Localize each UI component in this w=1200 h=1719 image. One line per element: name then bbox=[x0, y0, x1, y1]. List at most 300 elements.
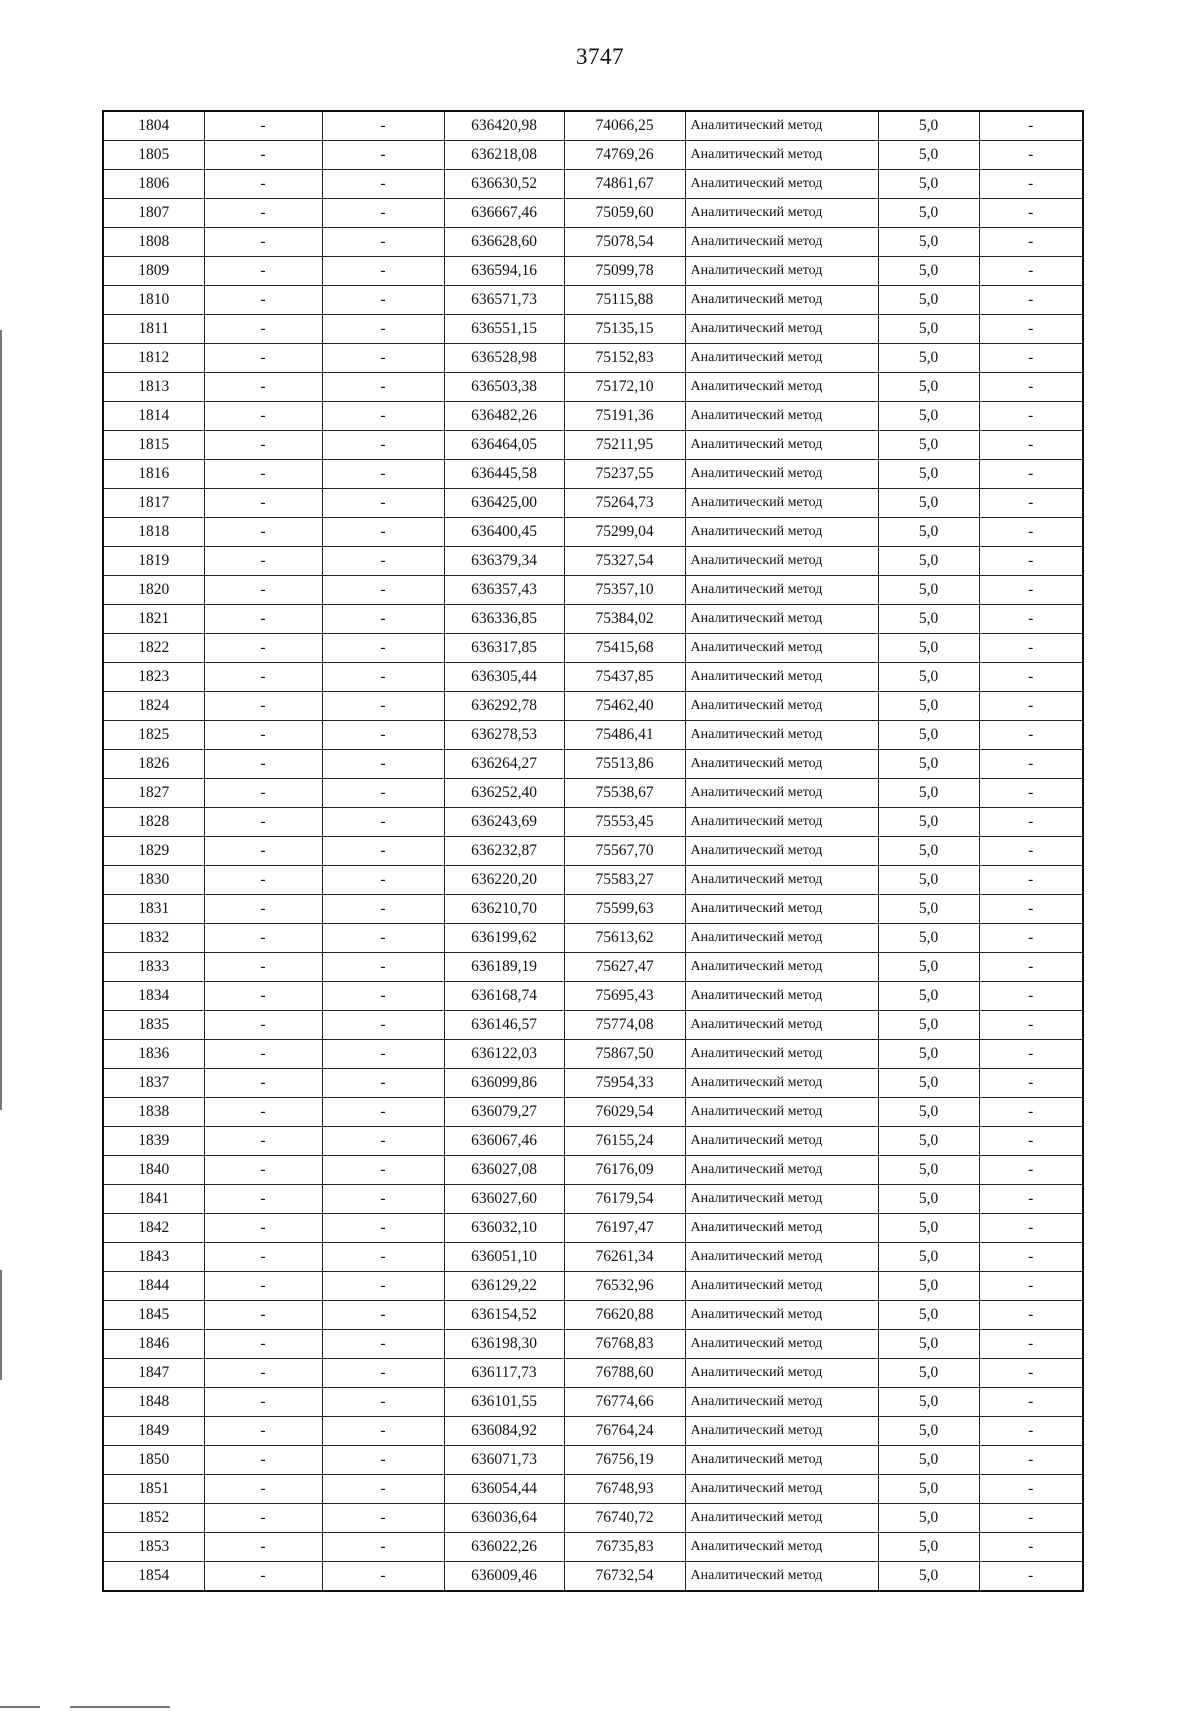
method-cell: Аналитический метод bbox=[685, 460, 878, 489]
point-number-cell: 1828 bbox=[103, 808, 204, 837]
accuracy-cell: 5,0 bbox=[878, 1388, 979, 1417]
note-cell: - bbox=[979, 489, 1083, 518]
y-coordinate-cell: 75954,33 bbox=[564, 1069, 685, 1098]
empty-cell-2: - bbox=[322, 1388, 444, 1417]
accuracy-cell: 5,0 bbox=[878, 1185, 979, 1214]
table-row bbox=[103, 547, 1083, 576]
note-cell: - bbox=[979, 1185, 1083, 1214]
x-coordinate-cell: 636199,62 bbox=[444, 924, 564, 953]
table-row bbox=[103, 953, 1083, 982]
table-row bbox=[103, 315, 1083, 344]
y-coordinate-cell: 76029,54 bbox=[564, 1098, 685, 1127]
method-cell: Аналитический метод bbox=[685, 1533, 878, 1562]
note-cell: - bbox=[979, 402, 1083, 431]
accuracy-cell: 5,0 bbox=[878, 634, 979, 663]
y-coordinate-cell: 76176,09 bbox=[564, 1156, 685, 1185]
table-row bbox=[103, 750, 1083, 779]
point-number-cell: 1822 bbox=[103, 634, 204, 663]
accuracy-cell: 5,0 bbox=[878, 1562, 979, 1592]
empty-cell-1: - bbox=[204, 837, 322, 866]
x-coordinate-cell: 636198,30 bbox=[444, 1330, 564, 1359]
empty-cell-2: - bbox=[322, 286, 444, 315]
scan-footer-line bbox=[0, 1706, 40, 1708]
note-cell: - bbox=[979, 1330, 1083, 1359]
accuracy-cell: 5,0 bbox=[878, 111, 979, 141]
x-coordinate-cell: 636357,43 bbox=[444, 576, 564, 605]
point-number-cell: 1807 bbox=[103, 199, 204, 228]
empty-cell-1: - bbox=[204, 518, 322, 547]
note-cell: - bbox=[979, 1069, 1083, 1098]
note-cell: - bbox=[979, 634, 1083, 663]
method-cell: Аналитический метод bbox=[685, 605, 878, 634]
empty-cell-1: - bbox=[204, 315, 322, 344]
table-row bbox=[103, 1185, 1083, 1214]
accuracy-cell: 5,0 bbox=[878, 1533, 979, 1562]
accuracy-cell: 5,0 bbox=[878, 1359, 979, 1388]
accuracy-cell: 5,0 bbox=[878, 721, 979, 750]
method-cell: Аналитический метод bbox=[685, 1504, 878, 1533]
point-number-cell: 1816 bbox=[103, 460, 204, 489]
empty-cell-1: - bbox=[204, 257, 322, 286]
method-cell: Аналитический метод bbox=[685, 1330, 878, 1359]
note-cell: - bbox=[979, 750, 1083, 779]
empty-cell-2: - bbox=[322, 953, 444, 982]
point-number-cell: 1810 bbox=[103, 286, 204, 315]
x-coordinate-cell: 636628,60 bbox=[444, 228, 564, 257]
empty-cell-2: - bbox=[322, 460, 444, 489]
note-cell: - bbox=[979, 170, 1083, 199]
empty-cell-1: - bbox=[204, 460, 322, 489]
table-row bbox=[103, 721, 1083, 750]
empty-cell-2: - bbox=[322, 1011, 444, 1040]
accuracy-cell: 5,0 bbox=[878, 1475, 979, 1504]
x-coordinate-cell: 636129,22 bbox=[444, 1272, 564, 1301]
table-row bbox=[103, 1330, 1083, 1359]
note-cell: - bbox=[979, 1243, 1083, 1272]
empty-cell-2: - bbox=[322, 1272, 444, 1301]
y-coordinate-cell: 76197,47 bbox=[564, 1214, 685, 1243]
empty-cell-1: - bbox=[204, 1417, 322, 1446]
x-coordinate-cell: 636379,34 bbox=[444, 547, 564, 576]
x-coordinate-cell: 636425,00 bbox=[444, 489, 564, 518]
empty-cell-1: - bbox=[204, 750, 322, 779]
note-cell: - bbox=[979, 1127, 1083, 1156]
method-cell: Аналитический метод bbox=[685, 431, 878, 460]
empty-cell-1: - bbox=[204, 576, 322, 605]
x-coordinate-cell: 636243,69 bbox=[444, 808, 564, 837]
x-coordinate-cell: 636317,85 bbox=[444, 634, 564, 663]
empty-cell-1: - bbox=[204, 199, 322, 228]
method-cell: Аналитический метод bbox=[685, 286, 878, 315]
note-cell: - bbox=[979, 286, 1083, 315]
point-number-cell: 1825 bbox=[103, 721, 204, 750]
x-coordinate-cell: 636292,78 bbox=[444, 692, 564, 721]
empty-cell-1: - bbox=[204, 982, 322, 1011]
note-cell: - bbox=[979, 1504, 1083, 1533]
x-coordinate-cell: 636027,08 bbox=[444, 1156, 564, 1185]
y-coordinate-cell: 75513,86 bbox=[564, 750, 685, 779]
x-coordinate-cell: 636630,52 bbox=[444, 170, 564, 199]
method-cell: Аналитический метод bbox=[685, 1069, 878, 1098]
table-row bbox=[103, 1272, 1083, 1301]
table-row bbox=[103, 489, 1083, 518]
note-cell: - bbox=[979, 1098, 1083, 1127]
empty-cell-2: - bbox=[322, 721, 444, 750]
empty-cell-1: - bbox=[204, 1214, 322, 1243]
empty-cell-2: - bbox=[322, 1562, 444, 1592]
accuracy-cell: 5,0 bbox=[878, 924, 979, 953]
accuracy-cell: 5,0 bbox=[878, 1504, 979, 1533]
y-coordinate-cell: 75774,08 bbox=[564, 1011, 685, 1040]
empty-cell-2: - bbox=[322, 111, 444, 141]
x-coordinate-cell: 636032,10 bbox=[444, 1214, 564, 1243]
accuracy-cell: 5,0 bbox=[878, 692, 979, 721]
accuracy-cell: 5,0 bbox=[878, 1272, 979, 1301]
point-number-cell: 1844 bbox=[103, 1272, 204, 1301]
accuracy-cell: 5,0 bbox=[878, 402, 979, 431]
point-number-cell: 1839 bbox=[103, 1127, 204, 1156]
point-number-cell: 1837 bbox=[103, 1069, 204, 1098]
x-coordinate-cell: 636154,52 bbox=[444, 1301, 564, 1330]
table-row bbox=[103, 1069, 1083, 1098]
empty-cell-1: - bbox=[204, 170, 322, 199]
point-number-cell: 1841 bbox=[103, 1185, 204, 1214]
accuracy-cell: 5,0 bbox=[878, 1301, 979, 1330]
table-row bbox=[103, 1388, 1083, 1417]
accuracy-cell: 5,0 bbox=[878, 460, 979, 489]
table-row bbox=[103, 866, 1083, 895]
accuracy-cell: 5,0 bbox=[878, 837, 979, 866]
y-coordinate-cell: 75538,67 bbox=[564, 779, 685, 808]
note-cell: - bbox=[979, 1359, 1083, 1388]
note-cell: - bbox=[979, 1562, 1083, 1592]
method-cell: Аналитический метод bbox=[685, 489, 878, 518]
x-coordinate-cell: 636445,58 bbox=[444, 460, 564, 489]
empty-cell-2: - bbox=[322, 373, 444, 402]
note-cell: - bbox=[979, 605, 1083, 634]
method-cell: Аналитический метод bbox=[685, 1417, 878, 1446]
y-coordinate-cell: 75384,02 bbox=[564, 605, 685, 634]
y-coordinate-cell: 76179,54 bbox=[564, 1185, 685, 1214]
method-cell: Аналитический метод bbox=[685, 808, 878, 837]
point-number-cell: 1832 bbox=[103, 924, 204, 953]
empty-cell-1: - bbox=[204, 1301, 322, 1330]
accuracy-cell: 5,0 bbox=[878, 808, 979, 837]
empty-cell-1: - bbox=[204, 721, 322, 750]
y-coordinate-cell: 76735,83 bbox=[564, 1533, 685, 1562]
point-number-cell: 1842 bbox=[103, 1214, 204, 1243]
accuracy-cell: 5,0 bbox=[878, 373, 979, 402]
method-cell: Аналитический метод bbox=[685, 895, 878, 924]
point-number-cell: 1850 bbox=[103, 1446, 204, 1475]
x-coordinate-cell: 636305,44 bbox=[444, 663, 564, 692]
table-row bbox=[103, 518, 1083, 547]
point-number-cell: 1854 bbox=[103, 1562, 204, 1592]
table-row bbox=[103, 576, 1083, 605]
empty-cell-2: - bbox=[322, 257, 444, 286]
empty-cell-2: - bbox=[322, 692, 444, 721]
accuracy-cell: 5,0 bbox=[878, 605, 979, 634]
y-coordinate-cell: 74769,26 bbox=[564, 141, 685, 170]
empty-cell-2: - bbox=[322, 199, 444, 228]
method-cell: Аналитический метод bbox=[685, 228, 878, 257]
empty-cell-1: - bbox=[204, 344, 322, 373]
x-coordinate-cell: 636420,98 bbox=[444, 111, 564, 141]
y-coordinate-cell: 75191,36 bbox=[564, 402, 685, 431]
empty-cell-2: - bbox=[322, 489, 444, 518]
method-cell: Аналитический метод bbox=[685, 1301, 878, 1330]
x-coordinate-cell: 636051,10 bbox=[444, 1243, 564, 1272]
table-row bbox=[103, 605, 1083, 634]
y-coordinate-cell: 76774,66 bbox=[564, 1388, 685, 1417]
note-cell: - bbox=[979, 663, 1083, 692]
note-cell: - bbox=[979, 315, 1083, 344]
empty-cell-1: - bbox=[204, 1156, 322, 1185]
accuracy-cell: 5,0 bbox=[878, 199, 979, 228]
table-row bbox=[103, 1040, 1083, 1069]
table-row bbox=[103, 170, 1083, 199]
y-coordinate-cell: 75059,60 bbox=[564, 199, 685, 228]
empty-cell-1: - bbox=[204, 1504, 322, 1533]
accuracy-cell: 5,0 bbox=[878, 1011, 979, 1040]
empty-cell-2: - bbox=[322, 1156, 444, 1185]
method-cell: Аналитический метод bbox=[685, 547, 878, 576]
y-coordinate-cell: 76732,54 bbox=[564, 1562, 685, 1592]
accuracy-cell: 5,0 bbox=[878, 518, 979, 547]
empty-cell-2: - bbox=[322, 837, 444, 866]
accuracy-cell: 5,0 bbox=[878, 1040, 979, 1069]
empty-cell-2: - bbox=[322, 1214, 444, 1243]
table-row bbox=[103, 344, 1083, 373]
point-number-cell: 1815 bbox=[103, 431, 204, 460]
note-cell: - bbox=[979, 953, 1083, 982]
method-cell: Аналитический метод bbox=[685, 199, 878, 228]
note-cell: - bbox=[979, 808, 1083, 837]
point-number-cell: 1817 bbox=[103, 489, 204, 518]
method-cell: Аналитический метод bbox=[685, 373, 878, 402]
x-coordinate-cell: 636220,20 bbox=[444, 866, 564, 895]
y-coordinate-cell: 75237,55 bbox=[564, 460, 685, 489]
y-coordinate-cell: 74861,67 bbox=[564, 170, 685, 199]
x-coordinate-cell: 636189,19 bbox=[444, 953, 564, 982]
x-coordinate-cell: 636099,86 bbox=[444, 1069, 564, 1098]
empty-cell-1: - bbox=[204, 1069, 322, 1098]
table-row bbox=[103, 228, 1083, 257]
table-row bbox=[103, 1359, 1083, 1388]
y-coordinate-cell: 75357,10 bbox=[564, 576, 685, 605]
y-coordinate-cell: 75486,41 bbox=[564, 721, 685, 750]
table-row bbox=[103, 373, 1083, 402]
empty-cell-2: - bbox=[322, 1098, 444, 1127]
table-row bbox=[103, 1156, 1083, 1185]
note-cell: - bbox=[979, 460, 1083, 489]
empty-cell-1: - bbox=[204, 1272, 322, 1301]
empty-cell-1: - bbox=[204, 402, 322, 431]
empty-cell-2: - bbox=[322, 1330, 444, 1359]
table-row bbox=[103, 141, 1083, 170]
accuracy-cell: 5,0 bbox=[878, 315, 979, 344]
note-cell: - bbox=[979, 1301, 1083, 1330]
note-cell: - bbox=[979, 1040, 1083, 1069]
empty-cell-1: - bbox=[204, 1243, 322, 1272]
method-cell: Аналитический метод bbox=[685, 721, 878, 750]
x-coordinate-cell: 636464,05 bbox=[444, 431, 564, 460]
note-cell: - bbox=[979, 721, 1083, 750]
table-row bbox=[103, 982, 1083, 1011]
empty-cell-2: - bbox=[322, 431, 444, 460]
empty-cell-1: - bbox=[204, 431, 322, 460]
empty-cell-1: - bbox=[204, 866, 322, 895]
method-cell: Аналитический метод bbox=[685, 576, 878, 605]
x-coordinate-cell: 636278,53 bbox=[444, 721, 564, 750]
point-number-cell: 1826 bbox=[103, 750, 204, 779]
empty-cell-1: - bbox=[204, 895, 322, 924]
empty-cell-2: - bbox=[322, 1417, 444, 1446]
empty-cell-2: - bbox=[322, 1185, 444, 1214]
method-cell: Аналитический метод bbox=[685, 170, 878, 199]
empty-cell-2: - bbox=[322, 518, 444, 547]
y-coordinate-cell: 75627,47 bbox=[564, 953, 685, 982]
empty-cell-1: - bbox=[204, 286, 322, 315]
empty-cell-2: - bbox=[322, 547, 444, 576]
point-number-cell: 1806 bbox=[103, 170, 204, 199]
y-coordinate-cell: 75567,70 bbox=[564, 837, 685, 866]
note-cell: - bbox=[979, 1272, 1083, 1301]
note-cell: - bbox=[979, 431, 1083, 460]
y-coordinate-cell: 75264,73 bbox=[564, 489, 685, 518]
accuracy-cell: 5,0 bbox=[878, 1417, 979, 1446]
method-cell: Аналитический метод bbox=[685, 1098, 878, 1127]
point-number-cell: 1845 bbox=[103, 1301, 204, 1330]
empty-cell-2: - bbox=[322, 982, 444, 1011]
note-cell: - bbox=[979, 1388, 1083, 1417]
method-cell: Аналитический метод bbox=[685, 1272, 878, 1301]
note-cell: - bbox=[979, 982, 1083, 1011]
note-cell: - bbox=[979, 837, 1083, 866]
point-number-cell: 1835 bbox=[103, 1011, 204, 1040]
note-cell: - bbox=[979, 692, 1083, 721]
table-row bbox=[103, 779, 1083, 808]
empty-cell-2: - bbox=[322, 344, 444, 373]
table-row bbox=[103, 1562, 1083, 1592]
point-number-cell: 1834 bbox=[103, 982, 204, 1011]
table-row bbox=[103, 286, 1083, 315]
y-coordinate-cell: 75135,15 bbox=[564, 315, 685, 344]
empty-cell-2: - bbox=[322, 1069, 444, 1098]
method-cell: Аналитический метод bbox=[685, 1011, 878, 1040]
table-row bbox=[103, 1098, 1083, 1127]
point-number-cell: 1823 bbox=[103, 663, 204, 692]
x-coordinate-cell: 636482,26 bbox=[444, 402, 564, 431]
note-cell: - bbox=[979, 1156, 1083, 1185]
note-cell: - bbox=[979, 344, 1083, 373]
table-row bbox=[103, 199, 1083, 228]
empty-cell-1: - bbox=[204, 141, 322, 170]
empty-cell-1: - bbox=[204, 953, 322, 982]
table-row bbox=[103, 837, 1083, 866]
note-cell: - bbox=[979, 1417, 1083, 1446]
x-coordinate-cell: 636594,16 bbox=[444, 257, 564, 286]
table-row bbox=[103, 1475, 1083, 1504]
accuracy-cell: 5,0 bbox=[878, 141, 979, 170]
x-coordinate-cell: 636252,40 bbox=[444, 779, 564, 808]
note-cell: - bbox=[979, 895, 1083, 924]
note-cell: - bbox=[979, 866, 1083, 895]
empty-cell-2: - bbox=[322, 750, 444, 779]
accuracy-cell: 5,0 bbox=[878, 953, 979, 982]
y-coordinate-cell: 75172,10 bbox=[564, 373, 685, 402]
empty-cell-1: - bbox=[204, 1040, 322, 1069]
empty-cell-1: - bbox=[204, 779, 322, 808]
point-number-cell: 1808 bbox=[103, 228, 204, 257]
empty-cell-1: - bbox=[204, 1562, 322, 1592]
table-row bbox=[103, 808, 1083, 837]
empty-cell-1: - bbox=[204, 1098, 322, 1127]
point-number-cell: 1805 bbox=[103, 141, 204, 170]
table-row bbox=[103, 1011, 1083, 1040]
y-coordinate-cell: 76788,60 bbox=[564, 1359, 685, 1388]
method-cell: Аналитический метод bbox=[685, 953, 878, 982]
point-number-cell: 1851 bbox=[103, 1475, 204, 1504]
accuracy-cell: 5,0 bbox=[878, 779, 979, 808]
accuracy-cell: 5,0 bbox=[878, 1214, 979, 1243]
accuracy-cell: 5,0 bbox=[878, 1243, 979, 1272]
empty-cell-2: - bbox=[322, 1359, 444, 1388]
note-cell: - bbox=[979, 779, 1083, 808]
x-coordinate-cell: 636036,64 bbox=[444, 1504, 564, 1533]
y-coordinate-cell: 76261,34 bbox=[564, 1243, 685, 1272]
empty-cell-2: - bbox=[322, 866, 444, 895]
y-coordinate-cell: 75613,62 bbox=[564, 924, 685, 953]
x-coordinate-cell: 636571,73 bbox=[444, 286, 564, 315]
table-row bbox=[103, 1301, 1083, 1330]
empty-cell-1: - bbox=[204, 1446, 322, 1475]
scan-edge-mark bbox=[0, 1270, 2, 1380]
empty-cell-2: - bbox=[322, 1127, 444, 1156]
accuracy-cell: 5,0 bbox=[878, 228, 979, 257]
point-number-cell: 1829 bbox=[103, 837, 204, 866]
method-cell: Аналитический метод bbox=[685, 518, 878, 547]
point-number-cell: 1814 bbox=[103, 402, 204, 431]
x-coordinate-cell: 636146,57 bbox=[444, 1011, 564, 1040]
x-coordinate-cell: 636503,38 bbox=[444, 373, 564, 402]
accuracy-cell: 5,0 bbox=[878, 895, 979, 924]
y-coordinate-cell: 76748,93 bbox=[564, 1475, 685, 1504]
empty-cell-2: - bbox=[322, 315, 444, 344]
table-row bbox=[103, 1417, 1083, 1446]
y-coordinate-cell: 75462,40 bbox=[564, 692, 685, 721]
x-coordinate-cell: 636528,98 bbox=[444, 344, 564, 373]
x-coordinate-cell: 636117,73 bbox=[444, 1359, 564, 1388]
table-row bbox=[103, 460, 1083, 489]
method-cell: Аналитический метод bbox=[685, 1156, 878, 1185]
method-cell: Аналитический метод bbox=[685, 779, 878, 808]
accuracy-cell: 5,0 bbox=[878, 1098, 979, 1127]
empty-cell-1: - bbox=[204, 1185, 322, 1214]
empty-cell-1: - bbox=[204, 1388, 322, 1417]
method-cell: Аналитический метод bbox=[685, 1475, 878, 1504]
table-row bbox=[103, 895, 1083, 924]
method-cell: Аналитический метод bbox=[685, 634, 878, 663]
table-row bbox=[103, 692, 1083, 721]
method-cell: Аналитический метод bbox=[685, 402, 878, 431]
table-row bbox=[103, 1243, 1083, 1272]
x-coordinate-cell: 636071,73 bbox=[444, 1446, 564, 1475]
method-cell: Аналитический метод bbox=[685, 257, 878, 286]
empty-cell-2: - bbox=[322, 1475, 444, 1504]
method-cell: Аналитический метод bbox=[685, 111, 878, 141]
y-coordinate-cell: 76756,19 bbox=[564, 1446, 685, 1475]
